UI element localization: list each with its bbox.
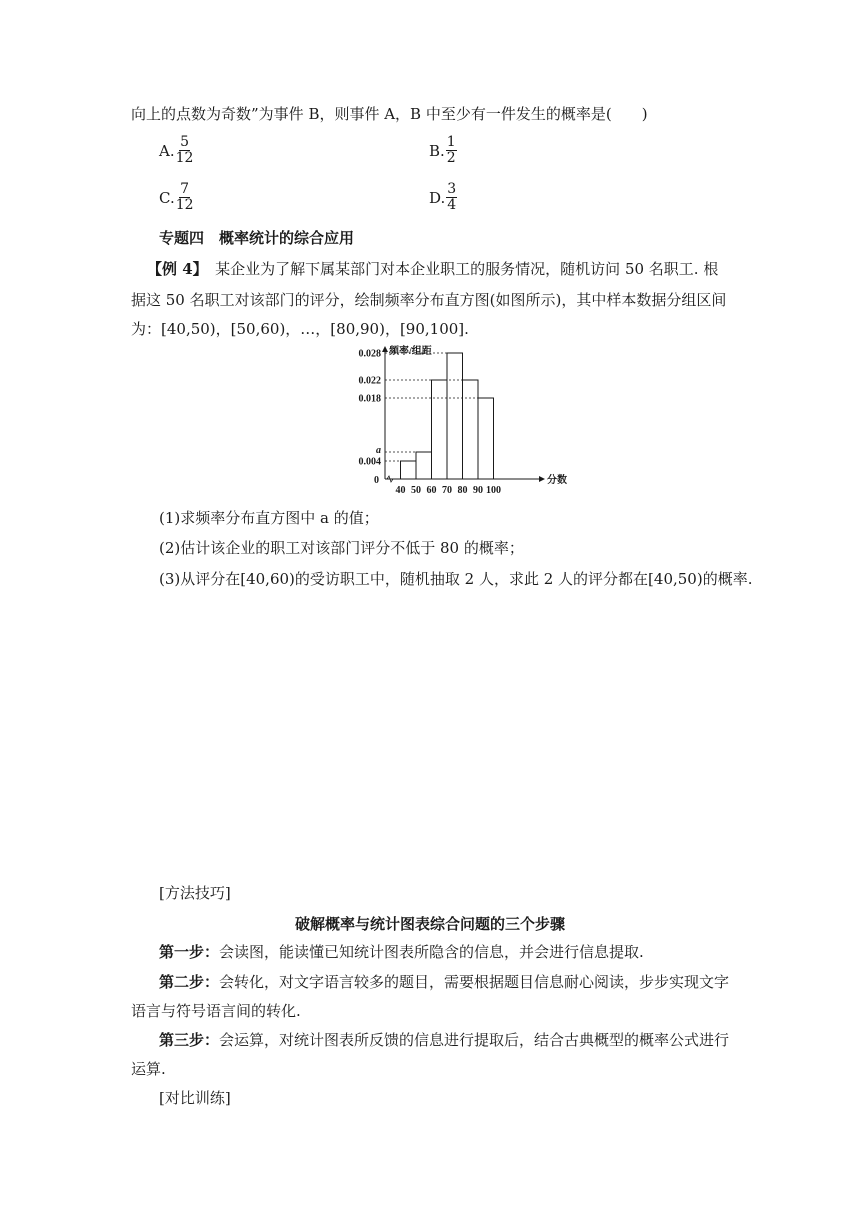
question-1: (1)求频率分布直方图中 a 的值； [159,509,379,527]
histogram-bar [447,353,463,479]
step-3-cont: 运算. [131,1060,166,1078]
histogram-bar [478,398,494,479]
intro-line: 向上的点数为奇数”为事件 B，则事件 A，B 中至少有一件发生的概率是( ) [131,105,648,123]
question-3: (3)从评分在[40,60)的受访职工中，随机抽取 2 人，求此 2 人的评分都在[40,50)的概率. [159,570,753,588]
example-line-1 [147,259,718,279]
option-a-label: A. [159,141,175,160]
training-heading: [对比训练] [159,1089,231,1107]
section-title: 专题四 概率统计的综合应用 [159,229,355,247]
step-1 [159,942,644,962]
example-line-2: 据这 50 名职工对该部门的评分，绘制频率分布直方图(如图所示)，其中样本数据分组区间 [131,291,727,309]
step-1-text: 会读图，能读懂已知统计图表所隐含的信息，并会进行信息提取. [219,943,644,961]
histogram-bar [401,461,417,479]
step-2-text: 会转化，对文字语言较多的题目，需要根据题目信息耐心阅读，步步实现文字 [219,973,730,991]
option-c[interactable] [159,182,194,213]
option-c-label: C. [159,188,175,207]
y-axis-label: 频率/组距 [389,346,432,357]
step-2 [159,972,729,992]
x-tick-label: 70 [442,485,452,496]
x-axis-arrow [539,476,545,482]
option-b[interactable] [429,135,457,166]
step-2-label: 第二步： [159,973,220,991]
example-tag: 【例 4】 [147,260,201,278]
x-tick-label: 50 [411,485,421,496]
y-tick-label: 0.004 [358,456,381,468]
histogram-chart [343,343,567,496]
option-d-fraction: $\frac{3}{4}$ [447,181,457,213]
option-d-label: D. [429,188,446,207]
y-tick-label: a [376,445,381,456]
example-text-1: 某企业为了解下属某部门对本企业职工的服务情况，随机访问 50 名职工. 根 [200,260,719,278]
y-axis-arrow [382,346,388,352]
x-tick-label: 100 [486,485,501,496]
option-a[interactable] [159,135,193,166]
option-b-label: B. [429,141,445,160]
y-tick-label: 0.022 [358,375,381,387]
x-axis-label: 分数 [547,475,567,486]
x-tick-label: 90 [473,485,483,496]
origin-label: 0 [374,475,379,486]
method-title: 破解概率与统计图表综合问题的三个步骤 [294,915,565,933]
example-line-3: 为：[40,50)，[50,60)，…，[80,90)，[90,100]. [131,320,469,338]
histogram-bar [432,380,448,479]
histogram-bar [463,380,479,479]
histogram-bar [416,452,432,479]
x-tick-label: 40 [395,485,406,496]
x-tick-label: 60 [426,485,437,496]
y-tick-label: 0.028 [358,348,381,360]
step-3-text: 会运算，对统计图表所反馈的信息进行提取后，结合古典概型的概率公式进行 [219,1031,730,1049]
step-3 [159,1030,729,1050]
step-2-cont: 语言与符号语言间的转化. [131,1002,301,1020]
step-1-label: 第一步： [159,943,220,961]
option-a-fraction: $\frac{5}{12}$ [175,134,194,166]
question-2: (2)估计该企业的职工对该部门评分不低于 80 的概率； [159,539,524,557]
option-d[interactable] [429,182,457,213]
step-3-label: 第三步： [159,1031,220,1049]
method-heading: [方法技巧] [159,884,231,902]
y-tick-label: 0.018 [358,393,381,405]
x-tick-label: 80 [457,485,468,496]
option-b-fraction: $\frac{1}{2}$ [446,134,456,166]
option-c-fraction: $\frac{7}{12}$ [175,181,194,213]
